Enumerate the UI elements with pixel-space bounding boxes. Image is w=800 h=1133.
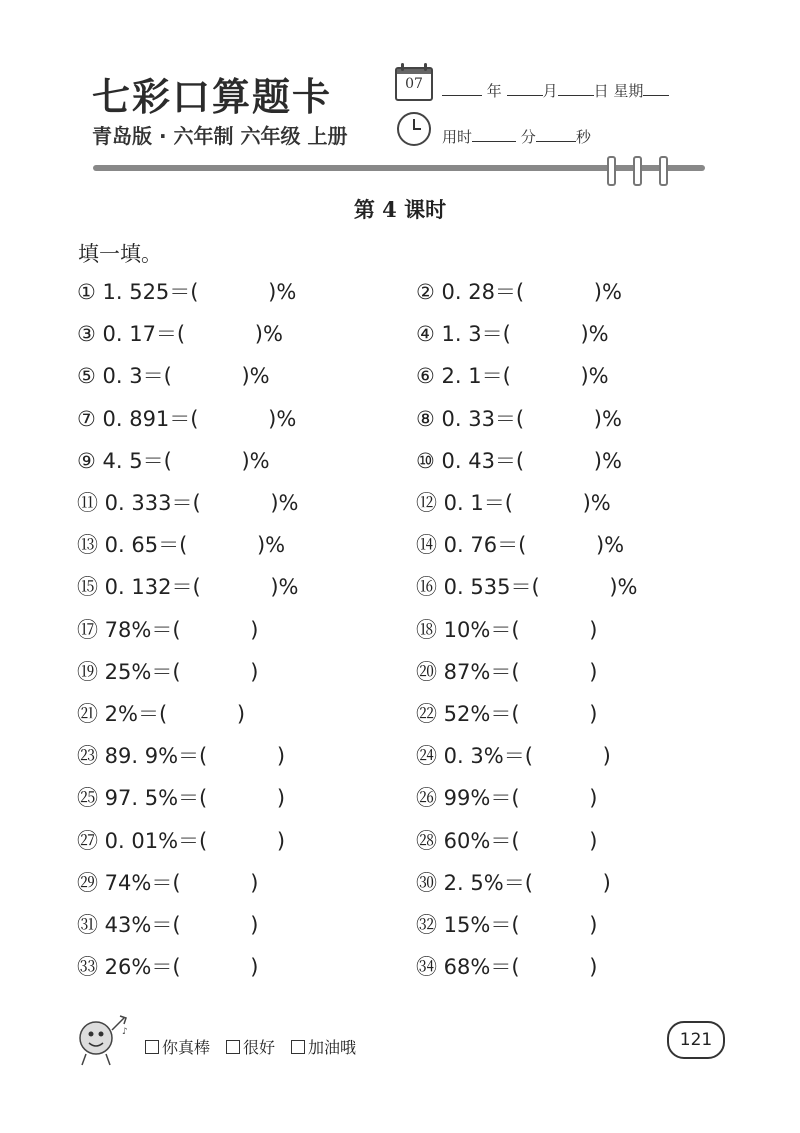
problem-row	[0, 740, 800, 780]
problem-item: ⑤ 0. 3＝( )%	[77, 364, 270, 389]
problem-item: ⑭ 0. 76＝( )%	[416, 533, 625, 558]
rating-label: 你真棒	[162, 1038, 211, 1057]
cartoon-mascot-icon	[72, 1012, 132, 1068]
rating-label: 加油哦	[308, 1038, 357, 1057]
problem-item: ㉚ 2. 5%＝( )	[416, 870, 611, 895]
problem-item: ㉘ 60%＝( )	[416, 828, 598, 853]
problem-item: ③ 0. 17＝( )%	[77, 322, 283, 347]
calendar-day: 07	[405, 76, 423, 92]
problem-item: ⑪ 0. 333＝( )%	[77, 491, 299, 515]
date-weekday-label: 星期	[613, 82, 644, 100]
problem-row	[0, 951, 800, 991]
self-rating-group	[145, 1035, 372, 1058]
svg-text:♪: ♪	[122, 1027, 128, 1037]
problem-item: ⑩ 0. 43＝( )%	[416, 448, 622, 473]
problem-item: ⑱ 10%＝( )	[416, 617, 598, 642]
problem-item: ㉗ 0. 01%＝( )	[77, 828, 286, 853]
problem-item: ㉓ 89. 9%＝( )	[77, 744, 286, 769]
problem-item: ⑬ 0. 65＝( )%	[77, 533, 286, 558]
problem-item: ⑨ 4. 5＝( )%	[77, 448, 270, 473]
problem-row	[0, 782, 800, 822]
problem-item: ㉔ 0. 3%＝( )	[416, 744, 611, 769]
binder-clip-icon	[633, 156, 642, 186]
problem-row	[0, 318, 800, 358]
problem-row	[0, 276, 800, 316]
checkbox-icon[interactable]	[226, 1040, 240, 1054]
instruction: 填一填。	[78, 242, 162, 266]
problem-row	[0, 656, 800, 696]
date-line	[442, 80, 669, 101]
binder-clip-icon	[607, 156, 616, 186]
calendar-icon	[395, 67, 433, 101]
problem-row	[0, 445, 800, 485]
time-line	[442, 126, 591, 147]
problem-item: ⑮ 0. 132＝( )%	[77, 575, 299, 600]
problem-item: ⑧ 0. 33＝( )%	[416, 406, 622, 431]
problem-item: ⑫ 0. 1＝( )%	[416, 491, 611, 515]
problem-item: ⑲ 25%＝( )	[77, 659, 259, 684]
problem-item: ① 1. 525＝( )%	[77, 280, 297, 304]
problem-row	[0, 403, 800, 443]
rating-label: 很好	[243, 1038, 276, 1057]
problem-item: ㉑ 2%＝( )	[77, 702, 246, 726]
time-label: 用时	[442, 128, 473, 146]
problem-row	[0, 909, 800, 949]
problem-item: ㉙ 74%＝( )	[77, 870, 259, 895]
problem-item: ㉛ 43%＝( )	[77, 913, 259, 937]
problem-row	[0, 571, 800, 611]
problem-item: ㉞ 68%＝( )	[416, 955, 598, 980]
rating-option[interactable]	[145, 1038, 210, 1057]
binder-clip-icon	[659, 156, 668, 186]
time-minutes-label: 分	[520, 128, 536, 146]
rating-option[interactable]	[226, 1038, 275, 1057]
date-month-label: 月	[542, 82, 558, 100]
problem-row	[0, 487, 800, 527]
problem-item: ㉝ 26%＝( )	[77, 955, 259, 980]
problem-item: ⑦ 0. 891＝( )%	[77, 406, 297, 431]
date-year-label: 年	[486, 82, 502, 100]
problem-row	[0, 867, 800, 907]
brand-title: 七彩口算题卡	[92, 75, 333, 119]
problem-item: ㉒ 52%＝( )	[416, 702, 598, 726]
problem-row	[0, 529, 800, 569]
problem-row	[0, 825, 800, 865]
date-day-label: 日	[593, 82, 609, 100]
problem-item: ⑳ 87%＝( )	[416, 659, 598, 684]
page-number: 121	[667, 1021, 725, 1059]
problem-row	[0, 698, 800, 738]
problem-item: ㉖ 99%＝( )	[416, 786, 598, 811]
time-seconds-label: 秒	[575, 128, 591, 146]
checkbox-icon[interactable]	[145, 1040, 159, 1054]
problem-item: ④ 1. 3＝( )%	[416, 322, 609, 347]
problem-item: ㉕ 97. 5%＝( )	[77, 786, 286, 811]
edition-label: 青岛版 · 六年制 六年级 上册	[92, 124, 348, 148]
clock-icon	[397, 112, 431, 146]
rating-option[interactable]	[291, 1038, 356, 1057]
problem-row	[0, 360, 800, 400]
problem-item: ⑰ 78%＝( )	[77, 617, 259, 642]
problem-item: ⑯ 0. 535＝( )%	[416, 575, 638, 600]
problem-row	[0, 614, 800, 654]
problem-item: ② 0. 28＝( )%	[416, 280, 622, 304]
checkbox-icon[interactable]	[291, 1040, 305, 1054]
problem-item: ㉜ 15%＝( )	[416, 913, 598, 937]
problem-item: ⑥ 2. 1＝( )%	[416, 364, 609, 389]
lesson-title: 第 4 课时	[353, 197, 447, 222]
